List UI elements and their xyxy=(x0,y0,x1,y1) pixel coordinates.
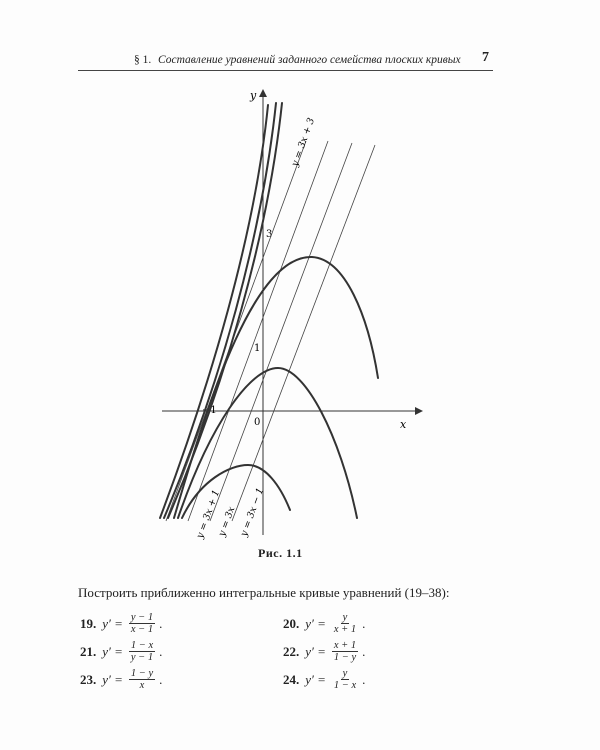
exercise-number: 21. xyxy=(80,643,97,659)
label-y-3x-plus-1: y = 3x + 1 xyxy=(194,488,223,540)
numerator: y xyxy=(342,612,348,623)
equation-lhs: y′ = xyxy=(102,615,123,631)
y-axis-arrow xyxy=(259,89,267,97)
equation-lhs: y′ = xyxy=(305,643,326,659)
exercise-21 xyxy=(80,640,162,663)
fraction xyxy=(129,640,155,663)
equation-lhs: y′ = xyxy=(102,671,123,687)
exercise-intro: Построить приближенно интегральные кривые уравнений (19–38): xyxy=(78,585,450,600)
tick-label-3: 3 xyxy=(266,229,273,240)
denominator: x + 1 xyxy=(333,624,357,635)
denominator: 1 − y xyxy=(333,652,357,663)
numerator: 1 − y xyxy=(130,668,154,679)
period: . xyxy=(159,671,163,687)
equation-lhs: y′ = xyxy=(305,615,326,631)
label-y-3x-plus-3: y = 3x + 3 xyxy=(289,116,318,169)
isocline-3x xyxy=(210,143,352,521)
tick-label-0: 0 xyxy=(254,417,261,428)
x-axis-arrow xyxy=(415,407,423,415)
fraction xyxy=(332,612,358,635)
period: . xyxy=(362,643,366,659)
period: . xyxy=(362,615,366,631)
numerator: y − 1 xyxy=(130,612,154,623)
label-y-3x: y = 3x xyxy=(216,505,238,539)
period: . xyxy=(159,615,163,631)
denominator: y − 1 xyxy=(130,652,154,663)
integral-curves xyxy=(160,103,378,518)
exercise-23 xyxy=(80,668,162,691)
equation-lhs: y′ = xyxy=(305,671,326,687)
fraction xyxy=(332,640,358,663)
period: . xyxy=(159,643,163,659)
exercise-number: 22. xyxy=(283,643,300,659)
integral-curve-3 xyxy=(168,103,282,518)
equation-lhs: y′ = xyxy=(102,643,123,659)
label-y-3x-minus-1: y = 3x − 1 xyxy=(238,486,267,539)
denominator: 1 − x xyxy=(333,680,357,691)
figure-caption: Рис. 1.1 xyxy=(258,546,303,560)
exercise-number: 23. xyxy=(80,671,97,687)
isocline-3x-plus-1 xyxy=(188,141,328,521)
exercise-20 xyxy=(283,612,365,635)
fraction xyxy=(332,668,358,691)
denominator: x xyxy=(139,680,145,691)
x-axis-label: x xyxy=(400,418,407,431)
page-number: 7 xyxy=(482,50,489,65)
fraction xyxy=(129,668,155,691)
numerator: y xyxy=(342,668,348,679)
numerator: x + 1 xyxy=(333,640,357,651)
tick-label-neg1: −1 xyxy=(202,405,217,416)
exercise-number: 19. xyxy=(80,615,97,631)
figure-1-1 xyxy=(150,85,430,540)
period: . xyxy=(362,671,366,687)
exercise-24 xyxy=(283,668,365,691)
numerator: 1 − x xyxy=(130,640,154,651)
exercise-number: 20. xyxy=(283,615,300,631)
exercise-19 xyxy=(80,612,162,635)
exercise-22 xyxy=(283,640,365,663)
section-number: § 1. xyxy=(134,54,152,66)
running-head xyxy=(78,50,493,71)
integral-curve-1 xyxy=(160,105,268,518)
y-axis-label: y xyxy=(250,89,257,102)
running-title: Составление уравнений заданного семейства плоских кривых xyxy=(158,54,461,66)
denominator: x − 1 xyxy=(130,624,154,635)
tick-label-1: 1 xyxy=(254,343,261,354)
fraction xyxy=(129,612,155,635)
exercise-number: 24. xyxy=(283,671,300,687)
